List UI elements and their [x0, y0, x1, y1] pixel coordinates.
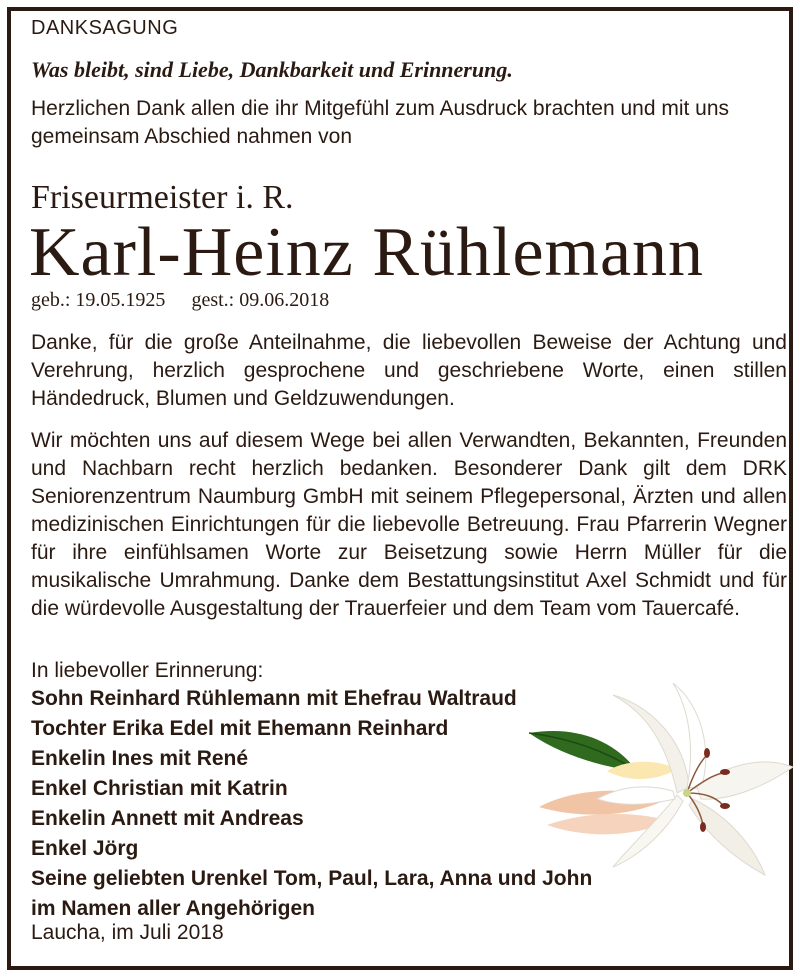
list-item: im Namen aller Angehörigen: [31, 897, 315, 920]
motto: Was bleibt, sind Liebe, Dankbarkeit und Erinnerung.: [31, 57, 513, 82]
thanks-paragraph: Danke, für die große Anteilnahme, die liebevollen Beweise der Achtung und Verehrung, herzlich gesprochene und geschriebene Worte, einen stillen Händedruck, Blumen und Geldzuwendungen.: [31, 331, 787, 410]
birth-date: geb.: 19.05.1925: [31, 289, 166, 311]
deceased-name: Karl-Heinz Rühlemann: [29, 214, 705, 291]
deceased-title: Friseurmeister i. R.: [31, 179, 294, 216]
list-item: Enkelin Ines mit René: [31, 747, 249, 770]
death-date: gest.: 09.06.2018: [191, 289, 330, 311]
list-item: Tochter Erika Edel mit Ehemann Reinhard: [31, 717, 449, 740]
memory-line: In liebevoller Erinnerung:: [31, 659, 264, 682]
obituary-notice: [7, 7, 793, 970]
list-item: Sohn Reinhard Rühlemann mit Ehefrau Waltraud: [31, 687, 517, 710]
place-date: Laucha, im Juli 2018: [31, 921, 224, 944]
lily-icon: [517, 675, 797, 885]
intro-text: Herzlichen Dank allen die ihr Mitgefühl zum Ausdruck brachten und mit uns gemeinsam Abschied nahmen von: [31, 97, 730, 148]
list-item: Enkel Jörg: [31, 837, 139, 860]
notice-label: DANKSAGUNG: [31, 17, 179, 39]
list-item: Seine geliebten Urenkel Tom, Paul, Lara, Anna und John: [31, 867, 593, 890]
life-dates: [31, 289, 329, 312]
list-item: Enkel Christian mit Katrin: [31, 777, 288, 800]
thanks-paragraph: Wir möchten uns auf diesem Wege bei allen Verwandten, Bekannten, Freunden und Nachbarn recht herzlich bedanken. Besonderer Dank gilt dem DRK Seniorenzentrum Naumburg GmbH mit seinem Pflegepersonal, Ärzten und allen medizinischen Einrichtungen für die liebevolle Betreuung. Frau Pfarrerin Wegner für ihre einfühlsamen Worte zur Beisetzung sowie Herrn Müller für die musikalische Umrahmung. Danke dem Bestattungsinstitut Axel Schmidt und für die würdevolle Ausgestaltung der Trauerfeier und dem Team vom Tauercafé.: [31, 429, 787, 620]
family-list: [31, 684, 592, 924]
list-item: Enkelin Annett mit Andreas: [31, 807, 304, 830]
